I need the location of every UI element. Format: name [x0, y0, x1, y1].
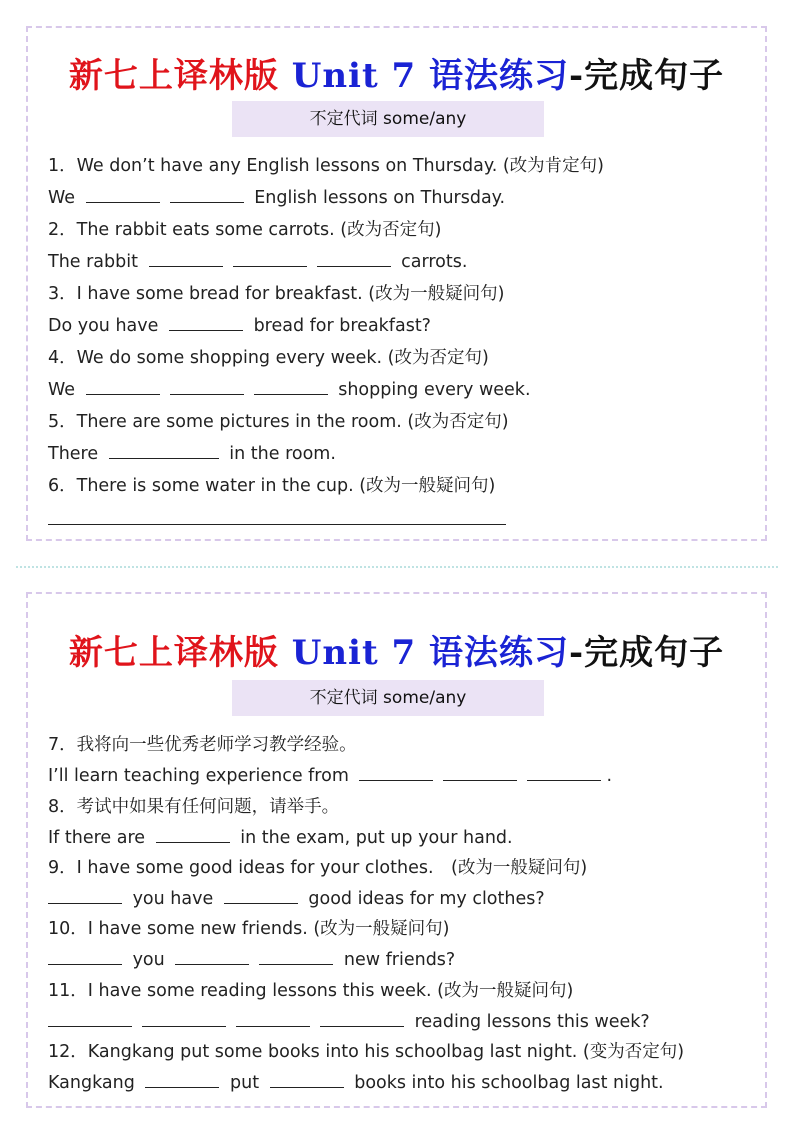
answer-blank[interactable]: [48, 889, 122, 904]
answer-text: new friends?: [343, 950, 456, 970]
answer-text: bread for breakfast?: [253, 316, 431, 336]
answer-blank[interactable]: [254, 380, 328, 395]
answer-blank[interactable]: [145, 1073, 219, 1088]
answer-line-7: [48, 765, 612, 787]
worksheet-card-2: [26, 592, 767, 1108]
answer-text: good ideas for my clothes?: [308, 889, 545, 909]
answer-blank[interactable]: [259, 950, 333, 965]
question-2: 2．The rabbit eats some carrots. (改为否定句): [48, 220, 442, 240]
answer-text: We: [48, 380, 76, 400]
title-blue-part: Unit 7 语法练习: [291, 633, 570, 673]
answer-blank[interactable]: [320, 1012, 404, 1027]
answer-blank[interactable]: [149, 252, 223, 267]
answer-blank[interactable]: [224, 889, 298, 904]
answer-text: in the room.: [229, 444, 336, 464]
answer-line-10: [48, 949, 455, 971]
answer-text: If there are: [48, 828, 146, 848]
answer-blank[interactable]: [48, 1012, 132, 1027]
answer-blank[interactable]: [175, 950, 249, 965]
answer-blank[interactable]: [270, 1073, 344, 1088]
title-black-part: -完成句子: [569, 633, 725, 673]
answer-line-11: [48, 1011, 650, 1033]
question-7: 7．我将向一些优秀老师学习教学经验。: [48, 735, 357, 755]
answer-blank[interactable]: [527, 766, 601, 781]
title-red-part: 新七上译林版: [68, 633, 279, 673]
title-blue-part: Unit 7 语法练习: [291, 56, 570, 96]
answer-blank[interactable]: [317, 252, 391, 267]
answer-line-2: [48, 251, 467, 273]
section-divider: [16, 566, 778, 568]
answer-line-1: [48, 187, 505, 209]
answer-blank[interactable]: [359, 766, 433, 781]
answer-line-12: [48, 1072, 664, 1094]
question-12: 12．Kangkang put some books into his schoolbag last night. (变为否定句): [48, 1042, 685, 1062]
question-5: 5．There are some pictures in the room. (改为否定句): [48, 412, 509, 432]
answer-text: .: [606, 766, 613, 786]
answer-text: in the exam, put up your hand.: [240, 828, 513, 848]
worksheet-subtitle: 不定代词 some/any: [232, 101, 544, 137]
answer-line-9: [48, 888, 545, 910]
answer-text: I’ll learn teaching experience from: [48, 766, 349, 786]
answer-blank[interactable]: [236, 1012, 310, 1027]
question-9: 9．I have some good ideas for your clothes. (改为一般疑问句): [48, 858, 588, 878]
question-8: 8．考试中如果有任何问题，请举手。: [48, 797, 340, 817]
answer-blank[interactable]: [86, 188, 160, 203]
question-10: 10．I have some new friends. (改为一般疑问句): [48, 919, 450, 939]
worksheet-title: [28, 48, 765, 97]
answer-text: carrots.: [401, 252, 468, 272]
answer-text: Do you have: [48, 316, 159, 336]
answer-text: We: [48, 188, 76, 208]
answer-blank[interactable]: [142, 1012, 226, 1027]
answer-line-5: [48, 443, 336, 465]
answer-blank[interactable]: [170, 188, 244, 203]
question-4: 4．We do some shopping every week. (改为否定句): [48, 348, 489, 368]
answer-text: put: [230, 1073, 260, 1093]
answer-text: English lessons on Thursday.: [254, 188, 506, 208]
answer-blank-full[interactable]: [48, 524, 506, 525]
question-1: 1．We don’t have any English lessons on Thursday. (改为肯定句): [48, 156, 604, 176]
answer-blank[interactable]: [86, 380, 160, 395]
worksheet-title: [28, 625, 765, 674]
answer-text: The rabbit: [48, 252, 138, 272]
answer-text: books into his schoolbag last night.: [354, 1073, 664, 1093]
answer-text: shopping every week.: [338, 380, 531, 400]
title-black-part: -完成句子: [569, 56, 725, 96]
answer-text: There: [48, 444, 99, 464]
answer-blank[interactable]: [170, 380, 244, 395]
answer-blank[interactable]: [443, 766, 517, 781]
title-red-part: 新七上译林版: [68, 56, 279, 96]
answer-blank[interactable]: [109, 444, 219, 459]
worksheet-subtitle: 不定代词 some/any: [232, 680, 544, 716]
answer-line-3: [48, 315, 431, 337]
answer-blank[interactable]: [169, 316, 243, 331]
answer-blank[interactable]: [48, 950, 122, 965]
answer-blank[interactable]: [233, 252, 307, 267]
answer-text: you: [132, 950, 165, 970]
worksheet-card-1: [26, 26, 767, 541]
question-3: 3．I have some bread for breakfast. (改为一般疑问句): [48, 284, 505, 304]
answer-text: reading lessons this week?: [414, 1012, 650, 1032]
answer-blank[interactable]: [156, 828, 230, 843]
answer-text: you have: [132, 889, 214, 909]
question-11: 11．I have some reading lessons this week. (改为一般疑问句): [48, 981, 574, 1001]
question-6: 6．There is some water in the cup. (改为一般疑问句): [48, 476, 496, 496]
answer-text: Kangkang: [48, 1073, 135, 1093]
answer-line-8: [48, 827, 513, 849]
answer-line-4: [48, 379, 531, 401]
